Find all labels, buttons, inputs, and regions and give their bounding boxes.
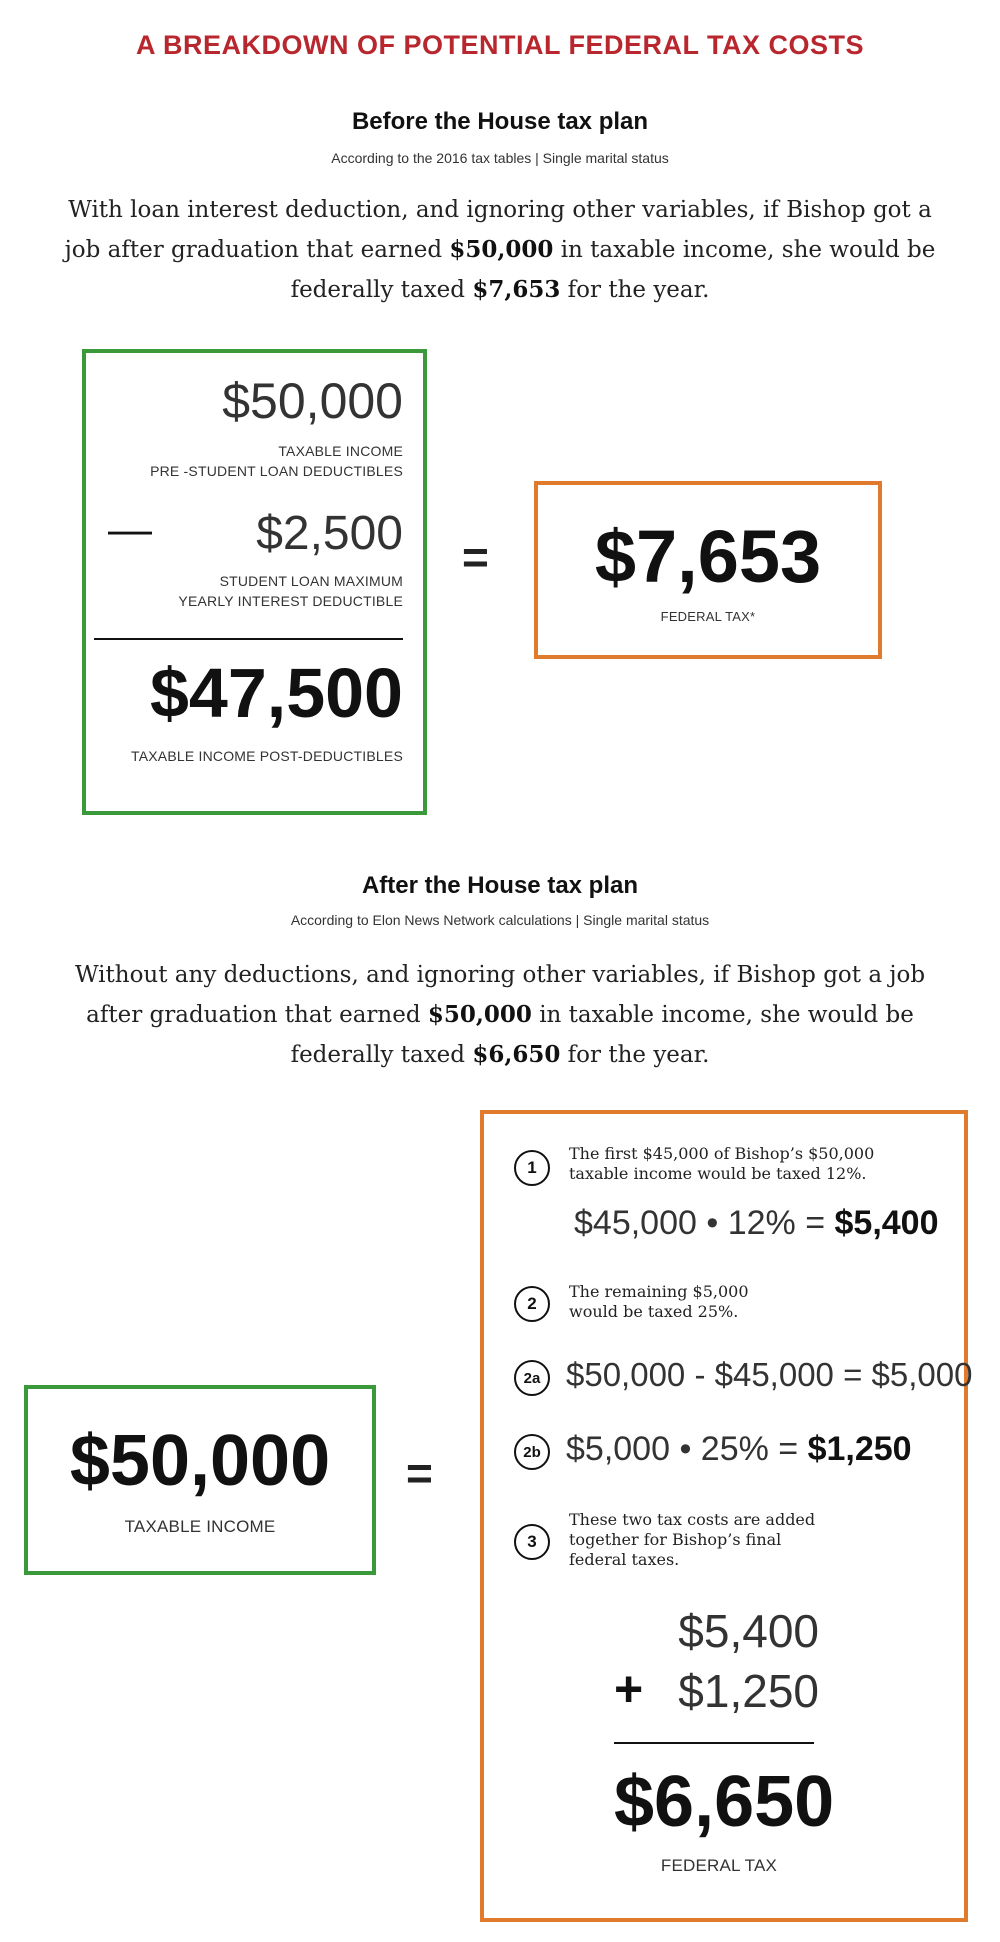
before-income-caption-1: TAXABLE INCOME [278, 443, 403, 459]
step-2a-badge: 2a [514, 1360, 550, 1396]
before-post-deduction-caption: TAXABLE INCOME POST-DEDUCTIBLES [131, 748, 403, 764]
step-2b-badge: 2b [514, 1434, 550, 1470]
before-post-deduction-value: $47,500 [149, 654, 403, 732]
after-heading: After the House tax plan [361, 872, 639, 899]
before-heading: Before the House tax plan [351, 108, 649, 135]
before-deduction-value: $2,500 [256, 507, 403, 560]
step-3-text-1: These two tax costs are added [569, 1510, 816, 1529]
after-para-p2: in taxable income, she would be federally taxed [290, 1002, 914, 1068]
before-calc-box [82, 349, 427, 815]
step-2-text-2: would be taxed 25%. [569, 1302, 739, 1321]
before-para-p1: With loan interest deduction, and ignoring other variables, if Bishop got a job after graduation that earned [64, 197, 932, 263]
before-deduction-caption-1: STUDENT LOAN MAXIMUM [219, 573, 403, 589]
before-subheading: According to the 2016 tax tables | Single marital status [331, 150, 669, 166]
after-income-caption: TAXABLE INCOME [124, 1517, 276, 1536]
after-para-amount2: $6,650 [472, 1041, 561, 1068]
before-para-amount1: $50,000 [449, 236, 554, 263]
step-2b-result: $1,250 [807, 1430, 912, 1468]
after-income-box [24, 1385, 376, 1575]
after-equals-sign: = [406, 1447, 433, 1499]
step-1-badge: 1 [514, 1150, 550, 1186]
step-2b-equation-text: $5,000 • 25% = [566, 1430, 808, 1468]
after-subheading: According to Elon News Network calculations | Single marital status [290, 912, 710, 928]
sum-total-caption: FEDERAL TAX [660, 1856, 778, 1875]
sum-total: $6,650 [614, 1762, 835, 1842]
before-para-p2: in taxable income, she would be federally taxed [290, 237, 936, 303]
step-1-result: $5,400 [834, 1204, 939, 1242]
step-1-equation [574, 1204, 939, 1243]
before-income-caption-2: PRE -STUDENT LOAN DEDUCTIBLES [150, 463, 403, 479]
step-3-text-3: federal taxes. [569, 1550, 680, 1569]
before-income-value: $50,000 [222, 373, 403, 429]
step-2b-equation [566, 1430, 912, 1469]
step-2-badge: 2 [514, 1286, 550, 1322]
after-steps-box [480, 1110, 973, 1922]
before-calc-rule [94, 638, 403, 640]
after-paragraph [50, 955, 950, 1075]
before-paragraph [60, 190, 940, 310]
step-2a-equation: $50,000 - $45,000 = $5,000 [566, 1356, 973, 1393]
after-income-value: $50,000 [69, 1421, 331, 1501]
before-result-caption: FEDERAL TAX* [660, 609, 756, 624]
step-1-text-1: The first $45,000 of Bishop’s $50,000 [569, 1144, 875, 1163]
step-1-text-2: taxable income would be taxed 12%. [569, 1164, 867, 1183]
step-1-equation-text: $45,000 • 12% = [574, 1204, 835, 1242]
before-result-box [534, 481, 882, 659]
page-title: A BREAKDOWN OF POTENTIAL FEDERAL TAX COSTS [135, 30, 864, 60]
after-para-p1: Without any deductions, and ignoring other variables, if Bishop got a job after graduation that earned [74, 962, 926, 1028]
after-para-p3: for the year. [560, 1042, 710, 1068]
sum-value-b: $1,250 [678, 1665, 819, 1717]
sum-rule [614, 1742, 814, 1744]
after-para-amount1: $50,000 [427, 1001, 532, 1028]
plus-sign: + [614, 1661, 644, 1717]
before-para-amount2: $7,653 [472, 276, 561, 303]
minus-sign: — [108, 505, 152, 554]
before-deduction-caption-2: YEARLY INTEREST DEDUCTIBLE [178, 593, 403, 609]
sum-value-a: $5,400 [678, 1605, 819, 1657]
step-3-badge: 3 [514, 1524, 550, 1560]
before-para-p3: for the year. [560, 277, 710, 303]
before-result-value: $7,653 [594, 515, 822, 598]
before-equals-sign: = [462, 531, 489, 583]
step-2-text-1: The remaining $5,000 [569, 1282, 749, 1301]
step-3-text-2: together for Bishop’s final [569, 1530, 782, 1549]
